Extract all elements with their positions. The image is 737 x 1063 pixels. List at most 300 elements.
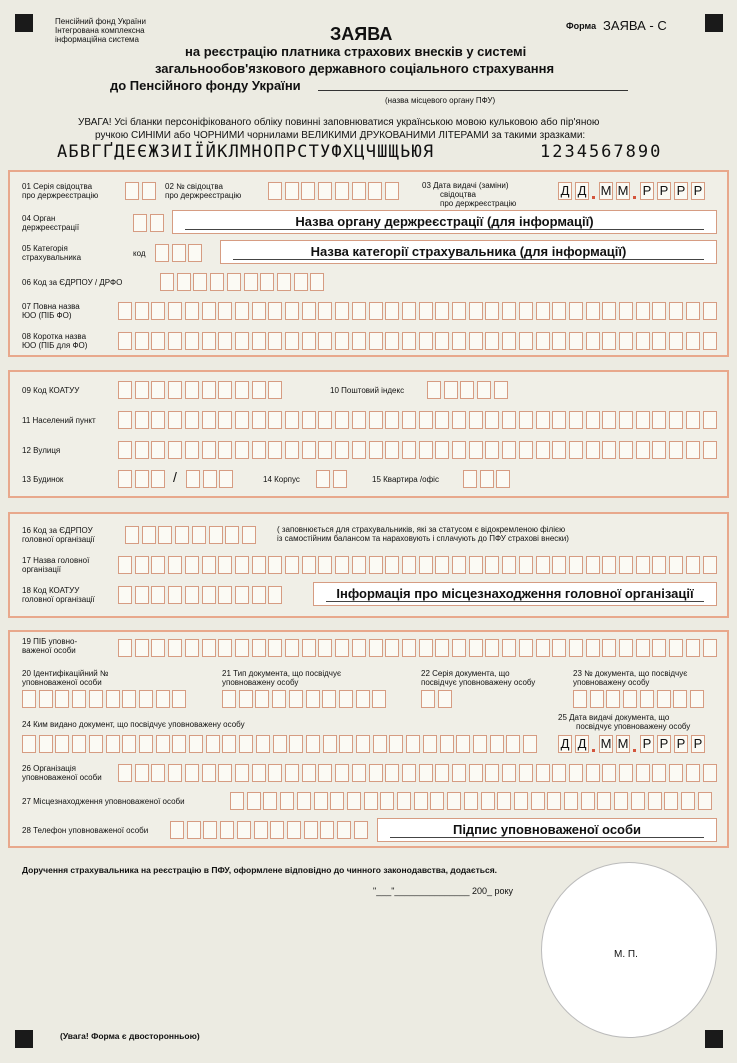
- input-cell[interactable]: [602, 639, 616, 657]
- input-cell[interactable]: [151, 332, 165, 350]
- input-cell[interactable]: [369, 332, 383, 350]
- input-cell[interactable]: [477, 381, 491, 399]
- input-cell[interactable]: [502, 302, 516, 320]
- input-cell[interactable]: [569, 332, 583, 350]
- input-cell[interactable]: [306, 735, 320, 753]
- input-cell[interactable]: [330, 792, 344, 810]
- input-cell[interactable]: [485, 556, 499, 574]
- input-cell[interactable]: [452, 639, 466, 657]
- input-cell[interactable]: [202, 302, 216, 320]
- input-cell[interactable]: [186, 470, 200, 488]
- input-cell[interactable]: [172, 690, 186, 708]
- input-cell[interactable]: [263, 792, 277, 810]
- input-cell[interactable]: [586, 411, 600, 429]
- input-cell[interactable]: [352, 332, 366, 350]
- input-cell[interactable]: [469, 639, 483, 657]
- input-cell[interactable]: [435, 556, 449, 574]
- input-cell[interactable]: [168, 381, 182, 399]
- input-cell[interactable]: [268, 182, 282, 200]
- input-cell[interactable]: [318, 764, 332, 782]
- input-cell[interactable]: [268, 764, 282, 782]
- input-cell[interactable]: [22, 735, 36, 753]
- input-cell[interactable]: [72, 690, 86, 708]
- input-cell[interactable]: [652, 441, 666, 459]
- input-cell[interactable]: [187, 821, 201, 839]
- input-cell[interactable]: [427, 381, 441, 399]
- input-cell[interactable]: [536, 639, 550, 657]
- input-cell[interactable]: [686, 302, 700, 320]
- input-cell[interactable]: [254, 821, 268, 839]
- input-cell[interactable]: [135, 639, 149, 657]
- input-cell[interactable]: [206, 735, 220, 753]
- input-cell[interactable]: [385, 411, 399, 429]
- input-cell[interactable]: [256, 735, 270, 753]
- input-cell[interactable]: [185, 411, 199, 429]
- signature-box[interactable]: [377, 818, 717, 842]
- input-cell[interactable]: [285, 411, 299, 429]
- input-cell[interactable]: [469, 441, 483, 459]
- input-cell[interactable]: [289, 690, 303, 708]
- input-cell[interactable]: [552, 411, 566, 429]
- input-cell[interactable]: [506, 735, 520, 753]
- input-cell[interactable]: [133, 214, 147, 232]
- input-cell[interactable]: [139, 735, 153, 753]
- input-cell[interactable]: [452, 441, 466, 459]
- input-cell[interactable]: [352, 639, 366, 657]
- input-cell[interactable]: [481, 792, 495, 810]
- input-cell[interactable]: [252, 639, 266, 657]
- input-cell[interactable]: [519, 332, 533, 350]
- input-cell[interactable]: [222, 690, 236, 708]
- input-cell[interactable]: [219, 470, 233, 488]
- input-cell[interactable]: [235, 441, 249, 459]
- input-cell[interactable]: [168, 332, 182, 350]
- input-cell[interactable]: [369, 764, 383, 782]
- input-cell[interactable]: [619, 302, 633, 320]
- input-cell[interactable]: [536, 302, 550, 320]
- input-cell[interactable]: [335, 182, 349, 200]
- input-cell[interactable]: [185, 441, 199, 459]
- input-cell[interactable]: [686, 441, 700, 459]
- input-cell[interactable]: [419, 441, 433, 459]
- input-cell[interactable]: [460, 381, 474, 399]
- input-cell[interactable]: [369, 639, 383, 657]
- input-cell[interactable]: [122, 690, 136, 708]
- input-cell[interactable]: [463, 470, 477, 488]
- input-cell[interactable]: [150, 214, 164, 232]
- input-cell[interactable]: [552, 441, 566, 459]
- input-cell[interactable]: [586, 302, 600, 320]
- input-cell[interactable]: [255, 690, 269, 708]
- input-cell[interactable]: [354, 821, 368, 839]
- input-cell[interactable]: [385, 332, 399, 350]
- input-cell[interactable]: [318, 411, 332, 429]
- input-cell[interactable]: [185, 381, 199, 399]
- input-cell[interactable]: [106, 735, 120, 753]
- input-cell[interactable]: [268, 411, 282, 429]
- input-cell[interactable]: [402, 639, 416, 657]
- input-cell[interactable]: [703, 411, 717, 429]
- input-cell[interactable]: [297, 792, 311, 810]
- input-cell[interactable]: [623, 690, 637, 708]
- input-cell[interactable]: [135, 441, 149, 459]
- input-cell[interactable]: [369, 556, 383, 574]
- input-cell[interactable]: [39, 735, 53, 753]
- input-cell[interactable]: [218, 332, 232, 350]
- input-cell[interactable]: [352, 182, 366, 200]
- input-cell[interactable]: [192, 526, 206, 544]
- input-cell[interactable]: [235, 332, 249, 350]
- input-cell[interactable]: [402, 332, 416, 350]
- input-cell[interactable]: [185, 639, 199, 657]
- input-cell[interactable]: [435, 639, 449, 657]
- input-cell[interactable]: [122, 735, 136, 753]
- input-cell[interactable]: [602, 556, 616, 574]
- input-cell[interactable]: [318, 302, 332, 320]
- input-cell[interactable]: [480, 470, 494, 488]
- input-cell[interactable]: [89, 735, 103, 753]
- input-cell[interactable]: [318, 332, 332, 350]
- input-cell[interactable]: [268, 586, 282, 604]
- input-cell[interactable]: [402, 411, 416, 429]
- input-cell[interactable]: [151, 470, 165, 488]
- input-cell[interactable]: [302, 441, 316, 459]
- input-cell[interactable]: [352, 556, 366, 574]
- input-cell[interactable]: [502, 556, 516, 574]
- input-cell[interactable]: [590, 690, 604, 708]
- input-cell[interactable]: [536, 411, 550, 429]
- input-cell[interactable]: [339, 690, 353, 708]
- input-cell[interactable]: [185, 586, 199, 604]
- input-cell[interactable]: [151, 764, 165, 782]
- input-cell[interactable]: [636, 556, 650, 574]
- input-cell[interactable]: [55, 735, 69, 753]
- input-cell[interactable]: [440, 735, 454, 753]
- input-cell[interactable]: [202, 556, 216, 574]
- input-cell[interactable]: [669, 411, 683, 429]
- input-cell[interactable]: [318, 182, 332, 200]
- input-cell[interactable]: [142, 182, 156, 200]
- input-cell[interactable]: [118, 302, 132, 320]
- input-cell[interactable]: [564, 792, 578, 810]
- input-cell[interactable]: [118, 332, 132, 350]
- input-cell[interactable]: [189, 735, 203, 753]
- input-cell[interactable]: [335, 332, 349, 350]
- input-cell[interactable]: [469, 332, 483, 350]
- input-cell[interactable]: [222, 735, 236, 753]
- input-cell[interactable]: [586, 639, 600, 657]
- input-cell[interactable]: [703, 764, 717, 782]
- input-cell[interactable]: [323, 735, 337, 753]
- input-cell[interactable]: [168, 586, 182, 604]
- input-cell[interactable]: [573, 690, 587, 708]
- input-cell[interactable]: [452, 411, 466, 429]
- input-cell[interactable]: [252, 332, 266, 350]
- input-cell[interactable]: [469, 411, 483, 429]
- input-cell[interactable]: [664, 792, 678, 810]
- input-cell[interactable]: [202, 441, 216, 459]
- input-cell[interactable]: [364, 792, 378, 810]
- input-cell[interactable]: [452, 764, 466, 782]
- input-cell[interactable]: [502, 441, 516, 459]
- input-cell[interactable]: [252, 764, 266, 782]
- input-cell[interactable]: [703, 639, 717, 657]
- input-cell[interactable]: [419, 302, 433, 320]
- input-cell[interactable]: [244, 273, 258, 291]
- input-cell[interactable]: [168, 764, 182, 782]
- input-cell[interactable]: [485, 441, 499, 459]
- input-cell[interactable]: [368, 182, 382, 200]
- input-cell[interactable]: [602, 441, 616, 459]
- input-cell[interactable]: [497, 792, 511, 810]
- input-cell[interactable]: [652, 411, 666, 429]
- input-cell[interactable]: [135, 302, 149, 320]
- input-cell[interactable]: [316, 470, 330, 488]
- input-cell[interactable]: [335, 556, 349, 574]
- input-cell[interactable]: [686, 764, 700, 782]
- input-cell[interactable]: [552, 764, 566, 782]
- input-cell[interactable]: [452, 302, 466, 320]
- input-cell[interactable]: [648, 792, 662, 810]
- input-cell[interactable]: [337, 821, 351, 839]
- input-cell[interactable]: [444, 381, 458, 399]
- input-cell[interactable]: [125, 526, 139, 544]
- input-cell[interactable]: [402, 556, 416, 574]
- input-cell[interactable]: [423, 735, 437, 753]
- input-cell[interactable]: [135, 381, 149, 399]
- input-cell[interactable]: [669, 639, 683, 657]
- input-cell[interactable]: [469, 764, 483, 782]
- input-cell[interactable]: [619, 441, 633, 459]
- input-cell[interactable]: [318, 441, 332, 459]
- input-cell[interactable]: [252, 556, 266, 574]
- input-cell[interactable]: [247, 792, 261, 810]
- input-cell[interactable]: [369, 411, 383, 429]
- input-cell[interactable]: [552, 332, 566, 350]
- input-cell[interactable]: [135, 411, 149, 429]
- input-cell[interactable]: [690, 690, 704, 708]
- input-cell[interactable]: [339, 735, 353, 753]
- input-cell[interactable]: [160, 273, 174, 291]
- input-cell[interactable]: [402, 441, 416, 459]
- input-cell[interactable]: [285, 332, 299, 350]
- input-cell[interactable]: [569, 764, 583, 782]
- input-cell[interactable]: [502, 411, 516, 429]
- input-cell[interactable]: [547, 792, 561, 810]
- input-cell[interactable]: [227, 273, 241, 291]
- input-cell[interactable]: [552, 639, 566, 657]
- input-cell[interactable]: [289, 735, 303, 753]
- input-cell[interactable]: [652, 764, 666, 782]
- input-cell[interactable]: [252, 381, 266, 399]
- input-cell[interactable]: [156, 690, 170, 708]
- input-cell[interactable]: [669, 441, 683, 459]
- input-cell[interactable]: [302, 556, 316, 574]
- input-cell[interactable]: [268, 302, 282, 320]
- input-cell[interactable]: [469, 556, 483, 574]
- input-cell[interactable]: [168, 411, 182, 429]
- input-cell[interactable]: [285, 639, 299, 657]
- input-cell[interactable]: [306, 690, 320, 708]
- input-cell[interactable]: [168, 441, 182, 459]
- input-cell[interactable]: [301, 182, 315, 200]
- input-cell[interactable]: [175, 526, 189, 544]
- input-cell[interactable]: [118, 470, 132, 488]
- input-cell[interactable]: [285, 764, 299, 782]
- input-cell[interactable]: [202, 332, 216, 350]
- input-cell[interactable]: [106, 690, 120, 708]
- input-cell[interactable]: [235, 556, 249, 574]
- input-cell[interactable]: [242, 526, 256, 544]
- input-cell[interactable]: [619, 764, 633, 782]
- input-cell[interactable]: [218, 639, 232, 657]
- input-cell[interactable]: [335, 639, 349, 657]
- input-cell[interactable]: [636, 639, 650, 657]
- input-cell[interactable]: [320, 821, 334, 839]
- input-cell[interactable]: [156, 735, 170, 753]
- input-cell[interactable]: [218, 381, 232, 399]
- input-cell[interactable]: [435, 332, 449, 350]
- input-cell[interactable]: [406, 735, 420, 753]
- input-cell[interactable]: [419, 764, 433, 782]
- input-cell[interactable]: [669, 556, 683, 574]
- input-cell[interactable]: [22, 690, 36, 708]
- input-cell[interactable]: [385, 556, 399, 574]
- input-cell[interactable]: [419, 556, 433, 574]
- input-cell[interactable]: [268, 332, 282, 350]
- input-cell[interactable]: [285, 302, 299, 320]
- input-cell[interactable]: [435, 764, 449, 782]
- input-cell[interactable]: [619, 332, 633, 350]
- input-cell[interactable]: [536, 441, 550, 459]
- input-cell[interactable]: [225, 526, 239, 544]
- input-cell[interactable]: [209, 526, 223, 544]
- input-cell[interactable]: [318, 639, 332, 657]
- input-cell[interactable]: [168, 302, 182, 320]
- input-cell[interactable]: [657, 690, 671, 708]
- input-cell[interactable]: [314, 792, 328, 810]
- input-cell[interactable]: [536, 332, 550, 350]
- input-cell[interactable]: [239, 735, 253, 753]
- input-cell[interactable]: [402, 302, 416, 320]
- input-cell[interactable]: [703, 441, 717, 459]
- input-cell[interactable]: [135, 470, 149, 488]
- input-cell[interactable]: [485, 639, 499, 657]
- input-cell[interactable]: [686, 556, 700, 574]
- input-cell[interactable]: [380, 792, 394, 810]
- input-cell[interactable]: [218, 302, 232, 320]
- input-cell[interactable]: [188, 244, 202, 262]
- input-cell[interactable]: [170, 821, 184, 839]
- input-cell[interactable]: [430, 792, 444, 810]
- input-cell[interactable]: [464, 792, 478, 810]
- input-cell[interactable]: [89, 690, 103, 708]
- input-cell[interactable]: [569, 302, 583, 320]
- input-cell[interactable]: [252, 411, 266, 429]
- input-cell[interactable]: [602, 411, 616, 429]
- input-cell[interactable]: [135, 586, 149, 604]
- input-cell[interactable]: [185, 302, 199, 320]
- input-cell[interactable]: [514, 792, 528, 810]
- input-cell[interactable]: [202, 411, 216, 429]
- input-cell[interactable]: [673, 690, 687, 708]
- input-cell[interactable]: [372, 690, 386, 708]
- input-cell[interactable]: [252, 441, 266, 459]
- input-cell[interactable]: [168, 556, 182, 574]
- input-cell[interactable]: [294, 273, 308, 291]
- input-cell[interactable]: [614, 792, 628, 810]
- input-cell[interactable]: [322, 690, 336, 708]
- input-cell[interactable]: [220, 821, 234, 839]
- input-cell[interactable]: [135, 332, 149, 350]
- input-cell[interactable]: [335, 764, 349, 782]
- input-cell[interactable]: [581, 792, 595, 810]
- input-cell[interactable]: [237, 821, 251, 839]
- input-cell[interactable]: [669, 764, 683, 782]
- input-cell[interactable]: [218, 586, 232, 604]
- input-cell[interactable]: [172, 244, 186, 262]
- input-cell[interactable]: [602, 764, 616, 782]
- input-cell[interactable]: [318, 556, 332, 574]
- input-cell[interactable]: [385, 639, 399, 657]
- input-cell[interactable]: [235, 381, 249, 399]
- input-cell[interactable]: [485, 764, 499, 782]
- input-cell[interactable]: [202, 381, 216, 399]
- input-cell[interactable]: [686, 411, 700, 429]
- input-cell[interactable]: [118, 441, 132, 459]
- input-cell[interactable]: [239, 690, 253, 708]
- input-cell[interactable]: [142, 526, 156, 544]
- input-cell[interactable]: [519, 441, 533, 459]
- input-cell[interactable]: [277, 273, 291, 291]
- input-cell[interactable]: [640, 690, 654, 708]
- input-cell[interactable]: [218, 411, 232, 429]
- input-cell[interactable]: [435, 411, 449, 429]
- input-cell[interactable]: [669, 302, 683, 320]
- input-cell[interactable]: [218, 441, 232, 459]
- input-cell[interactable]: [586, 332, 600, 350]
- input-cell[interactable]: [597, 792, 611, 810]
- input-cell[interactable]: [210, 273, 224, 291]
- input-cell[interactable]: [352, 764, 366, 782]
- input-cell[interactable]: [118, 586, 132, 604]
- input-cell[interactable]: [151, 586, 165, 604]
- input-cell[interactable]: [419, 411, 433, 429]
- input-cell[interactable]: [202, 764, 216, 782]
- input-cell[interactable]: [177, 273, 191, 291]
- input-cell[interactable]: [172, 735, 186, 753]
- input-cell[interactable]: [268, 441, 282, 459]
- input-cell[interactable]: [335, 302, 349, 320]
- input-cell[interactable]: [473, 735, 487, 753]
- input-cell[interactable]: [203, 821, 217, 839]
- input-cell[interactable]: [494, 381, 508, 399]
- input-cell[interactable]: [703, 332, 717, 350]
- input-cell[interactable]: [347, 792, 361, 810]
- input-cell[interactable]: [681, 792, 695, 810]
- input-cell[interactable]: [158, 526, 172, 544]
- input-cell[interactable]: [333, 470, 347, 488]
- input-cell[interactable]: [151, 441, 165, 459]
- input-cell[interactable]: [118, 639, 132, 657]
- input-cell[interactable]: [397, 792, 411, 810]
- input-cell[interactable]: [202, 586, 216, 604]
- input-cell[interactable]: [519, 411, 533, 429]
- input-cell[interactable]: [523, 735, 537, 753]
- input-cell[interactable]: [235, 586, 249, 604]
- input-cell[interactable]: [519, 639, 533, 657]
- input-cell[interactable]: [218, 764, 232, 782]
